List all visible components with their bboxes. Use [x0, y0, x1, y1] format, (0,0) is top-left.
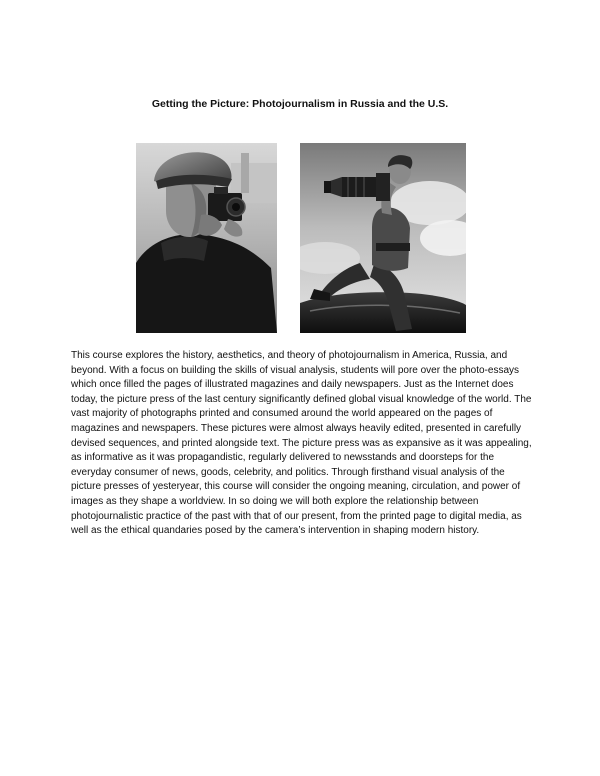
- woman-photographer-on-car-photo: [300, 143, 466, 333]
- photo-icon: [300, 143, 466, 333]
- photographer-in-cap-photo: [136, 143, 277, 333]
- photo-icon: [136, 143, 277, 333]
- course-description: This course explores the history, aesthetics, and theory of photojournalism in America, Russia, and beyond. With a focus on building the skills of visual analysis, students will pore over the photo-essays which once filled the pages of illustrated magazines and daily newspapers. Just as the Internet does today, the picture press of the last century significantly defined global visual knowledge of the world. The vast majority of photographs printed and consumed around the world appeared on the pages of magazines and newspapers. These pictures were almost always heavily edited, presented in carefully devised sequences, and printed alongside text. The picture press was as expansive as it was appealing, as informative as it was propagandistic, regularly delivered to newsstands and doorsteps for the everyday consumer of news, goods, celebrity, and politics. Through firsthand visual analysis of the picture presses of yesteryear, this course will consider the ongoing meaning, circulation, and power of images as they shape a worldview. In so doing we will both explore the relationship between photojournalistic practice of the past with that of our present, from the printed page to digital media, as well as the ethical quandaries posed by the camera’s intervention in shaping modern history.: [71, 350, 532, 537]
- document-title: Getting the Picture: Photojournalism in Russia and the U.S.: [151, 98, 449, 110]
